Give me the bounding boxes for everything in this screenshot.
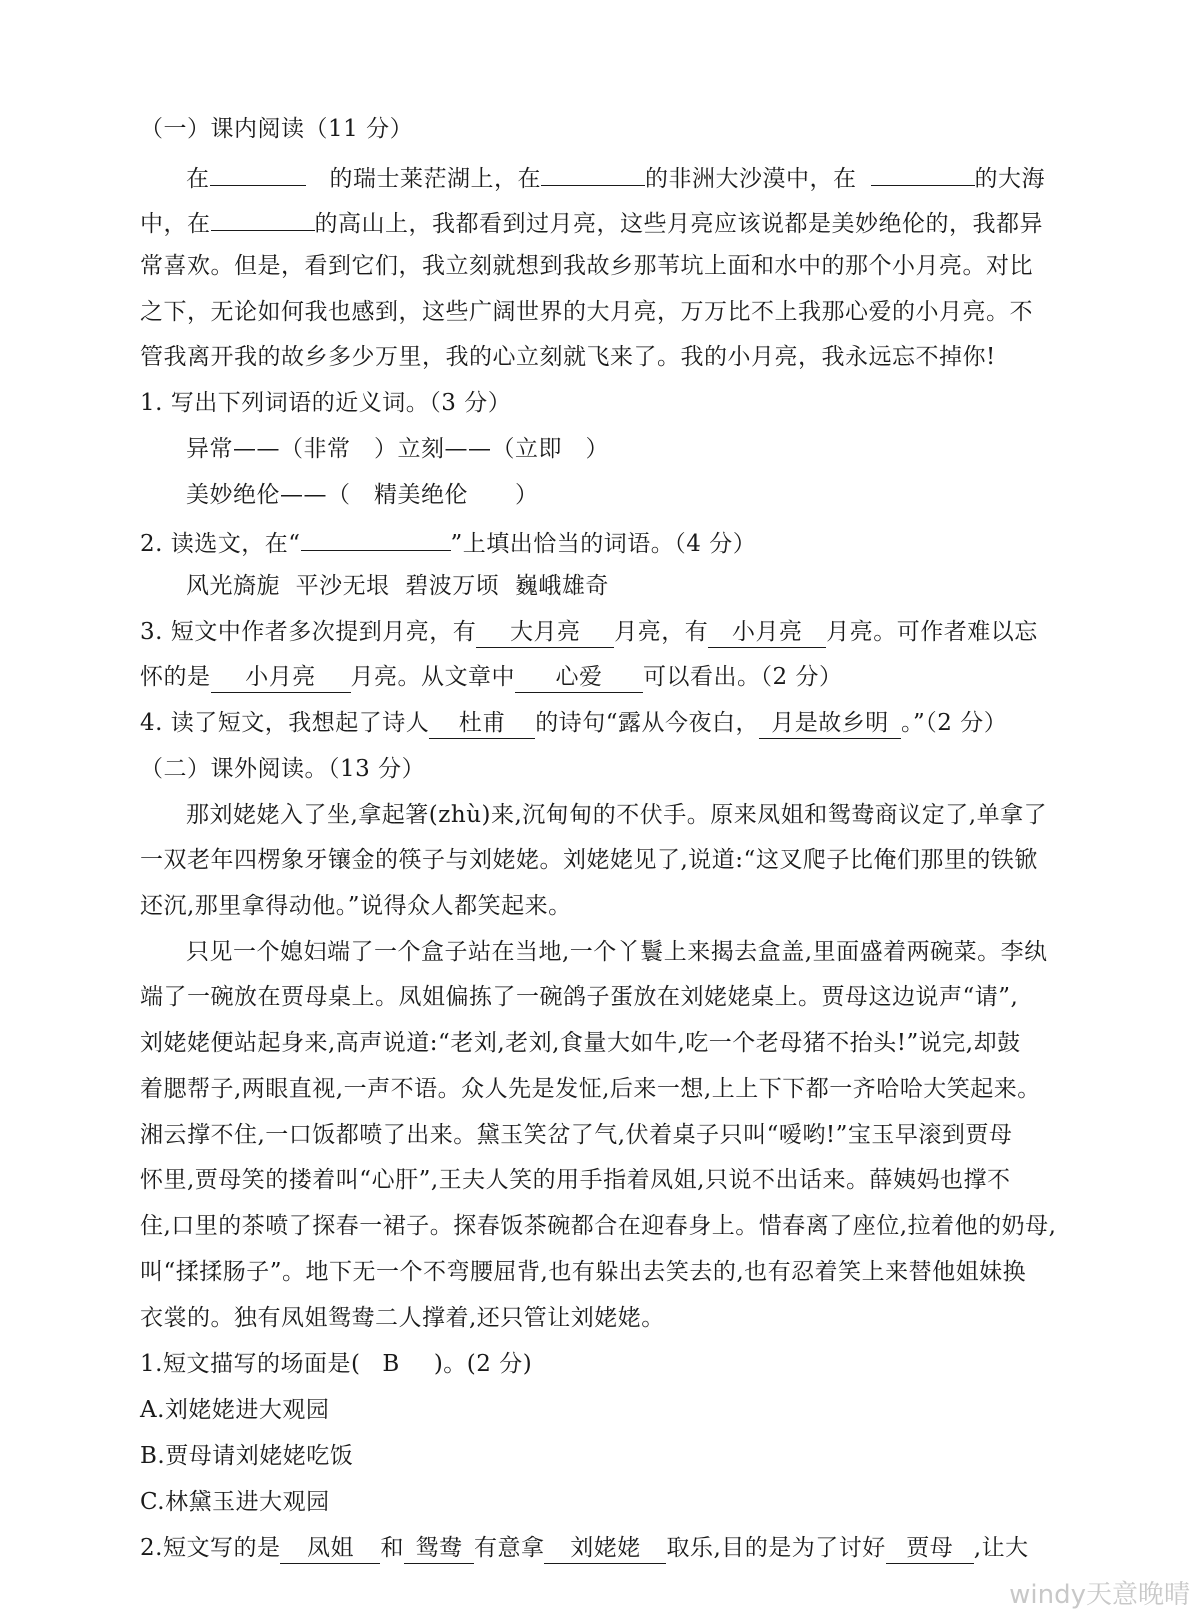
s2-passage-line: 湘云撑不住,一口饭都喷了出来。黛玉笑岔了气,伏着桌子只叫“嗳哟!”宝玉早滚到贾母 [140,1122,1013,1148]
blank-1 [210,155,306,186]
answer-xiao-yueliang-2: 小月亮 [211,662,351,693]
answer-yuanyang: 鸳鸯 [404,1533,474,1564]
s2-q1-option-a: A.刘姥姥进大观园 [140,1397,330,1423]
s2-question-2: 2.短文写的是 凤姐 和 鸳鸯 有意拿 刘姥姥 取乐,目的是为了讨好 贾母 ,让大 [140,1528,1070,1568]
answer-poem-line: 月是故乡明 [759,708,901,739]
s1-question-4: 4. 读了短文，我想起了诗人 杜甫 的诗句“露从今夜白， 月是故乡明 。”（2 分） [140,703,1070,743]
s2-q1-answer: B [382,1351,400,1377]
s2-passage-line: 一双老年四楞象牙镶金的筷子与刘姥姥。刘姥姥见了,说道:“这叉爬子比俺们那里的铁锨 [140,847,1038,873]
s1-q1-answer-1: 异常——（非常 ）立刻——（立即 ） [186,436,609,462]
passage-line-2: 中，在 的高山上，我都看到过月亮，这些月亮应该说都是美妙绝伦的，我都异 [140,200,1070,240]
s2-passage-line: 还沉,那里拿得动他。”说得众人都笑起来。 [140,893,572,919]
s2-passage-line: 刘姥姥便站起身来,高声说道:“老刘,老刘,食量大如牛,吃一个老母猪不抬头!”说完,却鼓 [140,1030,1021,1056]
passage-line-4: 之下，无论如何我也感到，这些广阔世界的大月亮，万万比不上我那心爱的小月亮。不 [140,299,1033,325]
s2-passage-line: 那刘姥姥入了坐,拿起箸(zhù)来,沉甸甸的不伏手。原来凤姐和鸳鸯商议定了,单拿了 [186,802,1048,828]
s2-passage-line: 怀里,贾母笑的搂着叫“心肝”,王夫人笑的用手指着凤姐,只说不出话来。薛姨妈也撑不 [140,1167,1011,1193]
passage-line-5: 管我离开我的故乡多少万里，我的心立刻就飞来了。我的小月亮，我永远忘不掉你! [140,344,996,370]
passage-line-1: 在 的瑞士莱茫湖上，在 的非洲大沙漠中，在 的大海 [186,155,1116,195]
answer-liulaolao: 刘姥姥 [544,1533,666,1564]
s2-q1-option-b: B.贾母请刘姥姥吃饭 [140,1443,354,1469]
answer-da-yueliang: 大月亮 [476,617,614,648]
s1-question-3-cont: 怀的是 小月亮 月亮。从文章中 心爱 可以看出。（2 分） [140,657,1070,697]
blank-4 [211,200,315,231]
section2-heading: （二）课外阅读。（13 分） [140,756,426,782]
blank-2 [541,155,645,186]
s2-passage-line: 只见一个媳妇端了一个盒子站在当地,一个丫鬟上来揭去盒盖,里面盛着两碗菜。李纨 [186,939,1048,965]
answer-poet: 杜甫 [429,708,535,739]
s1-question-2: 2. 读选文，在“ ”上填出恰当的词语。（4 分） [140,520,1070,560]
answer-xiao-yueliang: 小月亮 [708,617,826,648]
answer-jiamu: 贾母 [886,1533,974,1564]
blank-3 [871,155,975,186]
s1-q1-answer-2: 美妙绝伦——（ 精美绝伦 ） [186,482,539,508]
s1-question-3: 3. 短文中作者多次提到月亮，有 大月亮 月亮，有 小月亮 月亮。可作者难以忘 [140,612,1070,652]
s2-passage-line: 端了一碗放在贾母桌上。凤姐偏拣了一碗鸽子蛋放在刘姥姥桌上。贾母这边说声“请”, [140,984,1019,1010]
s2-passage-line: 着腮帮子,两眼直视,一声不语。众人先是发怔,后来一想,上上下下都一齐哈哈大笑起来。 [140,1076,1041,1102]
s2-q1-option-c: C.林黛玉进大观园 [140,1489,330,1515]
s2-passage-line: 住,口里的茶喷了探春一裙子。探春饭茶碗都合在迎春身上。惜春离了座位,拉着他的奶母, [140,1213,1057,1239]
s1-q2-word-list: 风光旖旎 平沙无垠 碧波万顷 巍峨雄奇 [186,573,609,599]
s1-question-1: 1. 写出下列词语的近义词。（3 分） [140,390,512,416]
answer-fengjie: 凤姐 [280,1533,380,1564]
s2-question-1: 1.短文描写的场面是( B )。(2 分) [140,1351,533,1377]
s2-passage-line: 叫“揉揉肠子”。地下无一个不弯腰屈背,也有躲出去笑去的,也有忍着笑上来替他姐妹换 [140,1259,1027,1285]
section1-heading: （一）课内阅读（11 分） [140,116,414,142]
watermark: windy天意晚晴 [1009,1580,1190,1610]
quote-blank [301,520,451,551]
passage-line-3: 常喜欢。但是，看到它们，我立刻就想到我故乡那苇坑上面和水中的那个小月亮。对比 [140,253,1033,279]
answer-xin-ai: 心爱 [515,662,643,693]
s2-passage-line: 衣裳的。独有凤姐鸳鸯二人撑着,还只管让刘姥姥。 [140,1305,665,1331]
